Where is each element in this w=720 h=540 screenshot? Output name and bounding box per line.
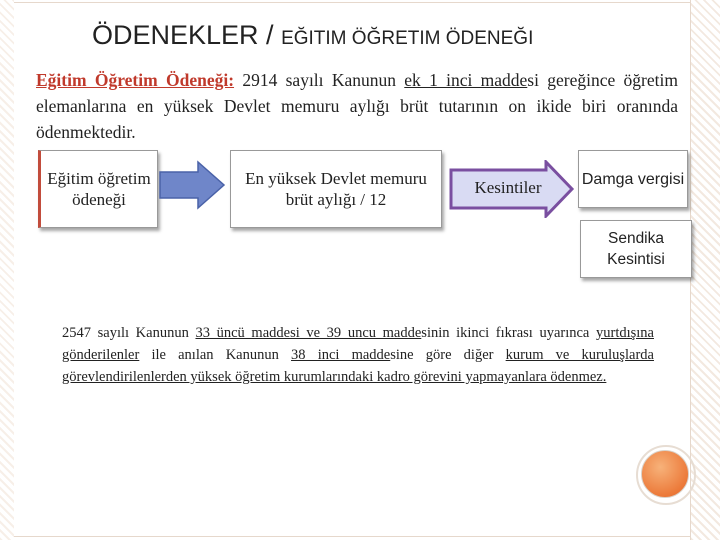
salary-formula-label: En yüksek Devlet memuru brüt aylığı / 12 [245, 169, 427, 209]
union-deduction-box [580, 220, 692, 278]
stamp-tax-label: Damga vergisi [581, 170, 685, 188]
salary-formula-box [230, 150, 442, 228]
note-link-article-38[interactable]: 38 inci madde [291, 347, 391, 363]
note-link-articles-33-39[interactable]: 33 üncü maddesi ve 39 uncu madde [195, 325, 422, 341]
note-p3: ile anılan Kanunun [139, 347, 292, 363]
slide-title [92, 20, 652, 51]
allowance-label: Eğitim öğretim ödeneği [47, 169, 151, 209]
top-border-line [14, 2, 690, 3]
title-main: ÖDENEKLER / [92, 20, 282, 50]
note-link-institutions[interactable]: kurum ve kuruluşlarda görevlendirilenlerden yüksek öğretim kurumlarındaki kadro görevini yapmayanlara ödenmez. [62, 347, 654, 385]
deductions-label: Kesintiler [474, 178, 542, 197]
orange-circle-icon [641, 450, 689, 498]
intro-link-ek1[interactable]: ek 1 inci madde [404, 70, 528, 90]
union-deduction-label: Sendika Kesintisi [607, 230, 665, 268]
right-arrow-icon [158, 160, 228, 210]
intro-part1: 2914 sayılı Kanunun [234, 70, 405, 90]
right-frame-pattern [690, 0, 720, 540]
left-frame-pattern [0, 0, 14, 540]
bottom-border-line [14, 536, 690, 537]
allowance-box [38, 150, 158, 228]
note-link-abroad[interactable]: yurtdışına gönderilenler [62, 325, 654, 363]
note-p1: 2547 sayılı Kanunun [62, 325, 196, 341]
note-p2: sinin ikinci fıkrası uyarınca [421, 325, 596, 341]
title-subtitle: EĞITIM ÖĞRETIM ÖDENEĞI [281, 28, 534, 49]
intro-paragraph [36, 67, 678, 145]
stamp-tax-box [578, 150, 688, 208]
intro-part2: si gereğince öğretim elemanlarına en yüksek Devlet memuru aylığı brüt tutarının on ikide biri oranında ödenmektedir. [36, 70, 678, 142]
intro-lead: Eğitim Öğretim Ödeneği: [36, 70, 235, 90]
note-p4: sine göre diğer [390, 347, 506, 363]
exception-note [62, 322, 654, 388]
